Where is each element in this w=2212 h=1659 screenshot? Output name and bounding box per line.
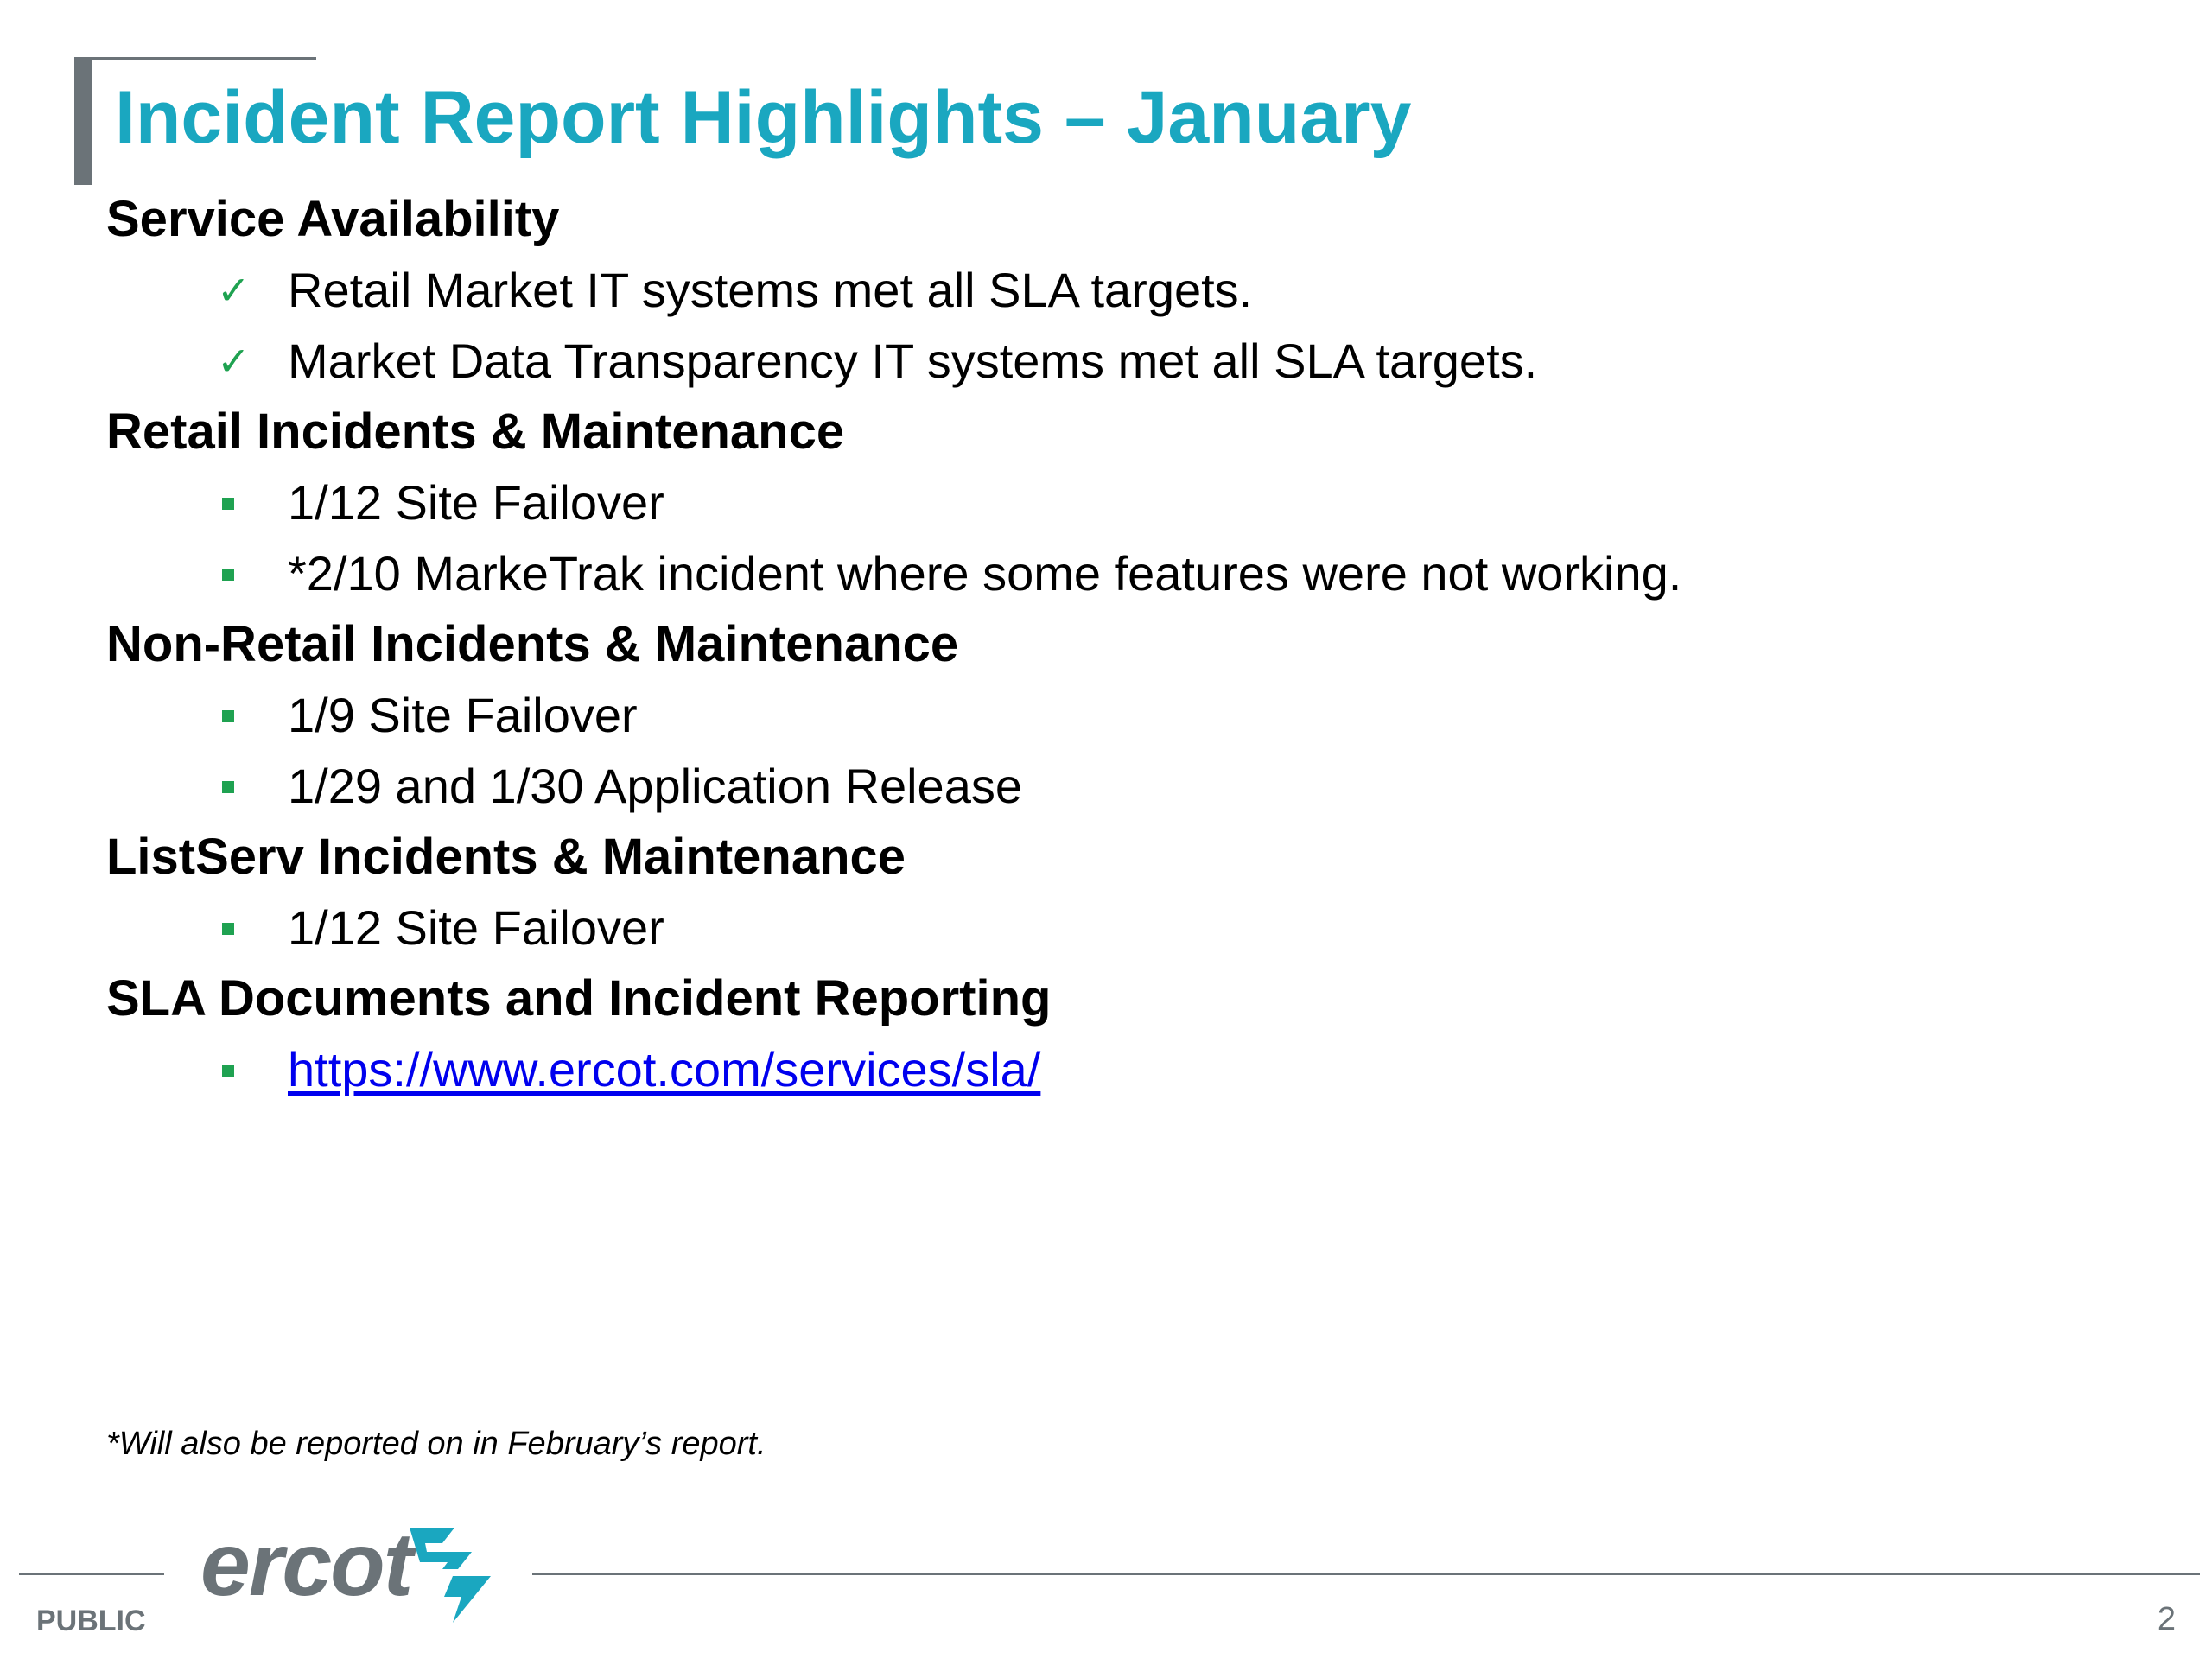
list-item-text: Market Data Transparency IT systems met all SLA targets. <box>288 334 1538 388</box>
square-bullet-icon <box>222 923 234 935</box>
list-item <box>106 538 2094 609</box>
section-heading: Non-Retail Incidents & Maintenance <box>106 616 959 672</box>
square-bullet-icon <box>222 498 234 510</box>
section-listserv-incidents <box>106 822 2094 963</box>
footer-divider-right <box>532 1573 2200 1575</box>
list-item-text: 1/9 Site Failover <box>288 688 638 742</box>
square-bullet-icon <box>222 1065 234 1077</box>
list-item-text: 1/29 and 1/30 Application Release <box>288 759 1022 813</box>
list-item-text: 1/12 Site Failover <box>288 900 664 955</box>
lightning-lower-stroke <box>444 1576 491 1623</box>
footnote: *Will also be reported on in February’s report. <box>106 1426 766 1462</box>
lightning-upper-stroke <box>410 1528 472 1569</box>
list-item <box>106 751 2094 822</box>
classification-label: PUBLIC <box>36 1605 146 1637</box>
list-item <box>106 680 2094 751</box>
list-item-text: 1/12 Site Failover <box>288 475 664 530</box>
section-heading: Service Availability <box>106 191 560 247</box>
check-icon: ✓ <box>217 267 251 314</box>
list-item <box>106 255 2094 326</box>
section-heading: SLA Documents and Incident Reporting <box>106 970 1052 1027</box>
list-item <box>106 1034 2094 1105</box>
slide-content <box>106 184 2094 1105</box>
section-heading: Retail Incidents & Maintenance <box>106 404 845 460</box>
section-heading: ListServ Incidents & Maintenance <box>106 829 906 885</box>
list-item <box>106 467 2094 538</box>
page-title: Incident Report Highlights – January <box>115 76 1412 159</box>
sla-link[interactable]: https://www.ercot.com/services/sla/ <box>288 1042 1041 1096</box>
list-item-text: Retail Market IT systems met all SLA targets. <box>288 263 1253 317</box>
square-bullet-icon <box>222 569 234 581</box>
square-bullet-icon <box>222 710 234 722</box>
ercot-logo <box>200 1514 512 1626</box>
check-icon: ✓ <box>217 338 251 385</box>
list-item-text: *2/10 MarkeTrak incident where some features were not working. <box>288 546 1682 601</box>
section-sla-documents <box>106 963 2094 1105</box>
title-accent-top-line <box>74 57 316 60</box>
ercot-lightning-icon <box>401 1522 498 1624</box>
footer-divider-left <box>19 1573 164 1575</box>
section-retail-incidents <box>106 397 2094 609</box>
list-item <box>106 893 2094 963</box>
list-item <box>106 326 2094 397</box>
title-accent-side-bar <box>74 57 92 185</box>
section-service-availability <box>106 184 2094 397</box>
square-bullet-icon <box>222 781 234 793</box>
page-number: 2 <box>2157 1601 2176 1637</box>
logo-wordmark: ercot <box>200 1515 412 1615</box>
section-non-retail-incidents <box>106 609 2094 822</box>
